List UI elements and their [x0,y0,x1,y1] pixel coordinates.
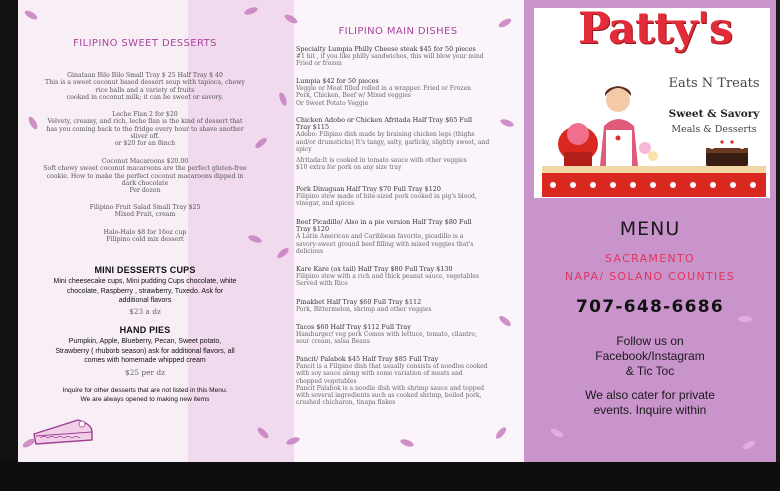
desserts-heading: FILIPINO SWEET DESSERTS [73,38,217,49]
dish-desc: Pancit is a Filipino dish that usually consists of noodles cooked [296,363,488,371]
dish-tacos [296,324,492,346]
dish-desc: Served with Rice [296,280,348,288]
counter-dot [670,182,676,188]
dish-title: Kare Kare (ox tail) Half Tray $80 Full Tray $130 [296,265,453,273]
counter-dot [710,182,716,188]
dessert-desc: Filipino cold mix dessert [106,236,184,244]
dish-desc: chopped vegetables [296,377,357,385]
dish-desc: $10 extra for pork on any size tray [296,164,402,172]
dish-desc: crushed chicharon, tinapa flakes [296,399,396,407]
dish-kare-kare [296,266,492,288]
dish-desc: and/or drumsticks) It's tangy, salty, garlicky, slightly sweet, and [296,138,490,146]
text-line: Mini cheesecake cups, Mini pudding Cups chocolate, white [53,278,237,285]
dessert-desc: dark chocolate [121,179,169,187]
counter-dot [730,182,736,188]
counter-top [542,166,766,173]
dessert-title: Ginataan Bilo Bilo Small Tray $ 25 Half Tray $ 40 [67,72,223,79]
dessert-item-fruit-salad [28,204,262,219]
hand-pies-heading: HAND PIES [119,325,171,335]
dish-title: Tray $115 [296,123,330,132]
dish-title: Tray $120 [296,225,330,234]
catering-note [524,388,776,418]
dish-title: Pinakbet Half Tray $60 Full Tray $112 [296,298,422,306]
dish-title: Chicken Adobo or Chicken Afritada Half Tray $65 Full [296,116,473,124]
dish-desc: #1 hit , if you like philly sandwiches, this will blow your mind [296,53,484,61]
dessert-desc: cookie. How to make the perfect coconut macaroons dipped in [46,172,244,180]
counter-dot [570,182,576,188]
counter-dot [650,182,656,188]
frame-edge [776,0,780,462]
petal-decor [23,9,38,21]
main-dishes-heading: FILIPINO MAIN DISHES [338,26,458,37]
menu-title: MENU [619,218,681,240]
desserts-panel [18,0,272,462]
dessert-title: Leche Flan 2 for $20 [112,111,178,118]
dish-desc: Filipino stew with a rich and thick peanut sauce, vegetables [296,273,480,281]
baker-illustration-icon [548,78,658,170]
dish-title: Tacos $60 Half Tray $112 Full Tray [296,323,411,331]
petal-decor [494,426,508,441]
dish-desc: Fried or frozen [296,60,342,68]
counter-dot [690,182,696,188]
dish-desc: savory-sweet ground beef filling with mixed veggies that's [296,240,474,248]
location-sacramento: SACRAMENTO [605,252,695,265]
dessert-desc: This is a sweet coconut based dessert soup with tapioca, chewy [45,79,245,87]
dish-desc: Adobo: Filipino dish made by braising chicken legs (thighs [296,131,475,139]
dish-title: Pork Dinuguan Half Tray $70 Full Tray $120 [296,185,441,193]
dish-desc: delicious [296,247,324,255]
phone-number[interactable]: 707-648-6686 [576,297,724,317]
dish-desc: A Latin American and Caribbean favorite, picadillo is a [296,233,464,241]
dessert-item-leche-flan [28,111,262,147]
dish-lumpia-philly [296,46,492,68]
text-line: comes with homemade whipped cream [84,357,206,365]
social-links[interactable]: Facebook/Instagram [595,349,705,363]
social-links[interactable]: & Tic Toc [625,364,675,378]
dish-desc: Pork, Bittermelon, shrimp and other veggies [296,306,432,314]
counter-dot [610,182,616,188]
dish-lumpia [296,78,492,107]
dish-desc: Afritada:It is cooked in tomato sauce with other veggies [296,157,467,165]
dessert-item-bilo-bilo [28,72,262,101]
dessert-item-halo-halo [28,229,262,244]
text-line: Inquire for other desserts that are not listed in this Menu. [62,387,228,394]
social-follow [524,334,776,379]
dish-pancit [296,356,492,406]
dessert-desc: has you coming back to the fridge every hour to shave another [46,125,244,133]
logo-title: Patty's [577,4,733,54]
dish-picadillo [296,219,492,255]
logo-subtitle: Eats N Treats [668,76,760,91]
text-line: events. Inquire within [593,403,707,417]
petal-decor [738,316,752,322]
dish-desc: Hamburger/ veg pork Comes with lettuce, tomato, cilantro, [296,331,477,339]
dish-desc: Pancit Palabok is a noodle dish with shrimp sauce and topped [296,384,484,392]
dish-title: Lumpia $42 for 50 pieces [296,77,379,85]
dish-desc: spicy [296,145,312,153]
text-line: We also cater for private [585,388,715,402]
dessert-title: Halo-Halo $8 for 16oz cup [103,229,187,236]
petal-decor [499,118,514,128]
petal-decor [741,439,756,451]
hand-pies-price: $25 per dz [124,368,166,377]
main-dishes-panel [272,0,524,462]
dessert-desc: cooked in coconut milk; it can be sweet or savory. [66,93,224,101]
text-line: Pumpkin, Apple, Blueberry, Pecan, Sweet potato, [68,338,222,345]
dish-desc: Pork, Chicken, Beef w/ Mixed veggies [296,92,411,100]
dessert-title: Coconut Macaroons $20.00 [101,158,189,165]
dish-desc: sour cream, salsa Beans [296,338,370,346]
dessert-title: Filipino Fruit Salad Small Tray $25 [89,204,201,211]
logo-meals-desserts: Meals & Desserts [671,124,757,135]
hand-pies-text [22,337,268,366]
pie-illustration-icon [30,414,98,448]
text-line: Follow us on [616,334,684,348]
dessert-desc: rice balls and a variety of fruits [95,86,195,94]
counter-dot [750,182,756,188]
counter-dot [630,182,636,188]
dish-title: Beef Picadillo/ Also in a pie version Half Tray $80 Full [296,218,472,226]
dish-desc: with soy sauce along with some variation of meats and [296,370,463,378]
petal-decor [549,427,564,439]
dessert-desc: or $20 for an 8inch [114,140,176,148]
dish-desc: vinegar, and spices [296,200,355,208]
dish-desc: Or Sweet Potato Veggie [296,99,369,107]
dessert-desc: sliver off. [130,132,160,140]
dessert-desc: Velvety, creamy, and rich, leche flan is the kind of dessert that [47,118,243,126]
mini-cups-price: $23 a dz [129,307,161,316]
text-line: We are always opened to making new items [80,396,210,404]
petal-decor [399,438,414,448]
counter-dot [550,182,556,188]
inquire-text [22,386,268,405]
dessert-desc: Soft chewy sweet coconut macaroons are the perfect gluten-free [43,165,247,173]
petal-decor [498,314,513,328]
dessert-desc: Per dozen [129,187,161,195]
mini-cups-heading: MINI DESSERTS CUPS [94,265,196,275]
dish-title: Specialty Lumpia Philly Cheese steak $45 for 50 pieces [296,45,476,53]
dessert-desc: Mixed Fruit, cream [114,211,176,219]
dessert-item-macaroons [28,158,262,194]
dish-desc: Veggie or Meat filled rolled in a wrapper. Fried or Frozen [296,85,471,93]
dish-title: Pancit/ Palabok $45 Half Tray $85 Full Tray [296,355,439,363]
text-line: chocolate, Raspberry , strawberry, Tuxedo. Ask for [66,287,224,295]
location-napa-solano: NAPA/ SOLANO COUNTIES [564,270,736,283]
text-line: Strawberry ( rhuborb season) ask for additional flavors, all [55,347,235,355]
bottom-bar [0,462,780,491]
dish-pinakbet [296,299,492,313]
dish-adobo-afritada [296,117,492,171]
counter-dot [590,182,596,188]
cover-panel [524,0,776,462]
dish-dinuguan [296,186,492,208]
logo [534,4,770,198]
text-line: additional flavors [118,297,172,305]
mini-cups-text [22,277,268,306]
logo-sweet-savory: Sweet & Savory [668,108,760,120]
decor-band [272,0,294,462]
dish-desc: Filipino stew made of bite-sized pork cooked in pig's blood, [296,193,477,201]
dish-desc: with several ingredients such as cooked shrimp, boiled pork, [296,392,482,400]
